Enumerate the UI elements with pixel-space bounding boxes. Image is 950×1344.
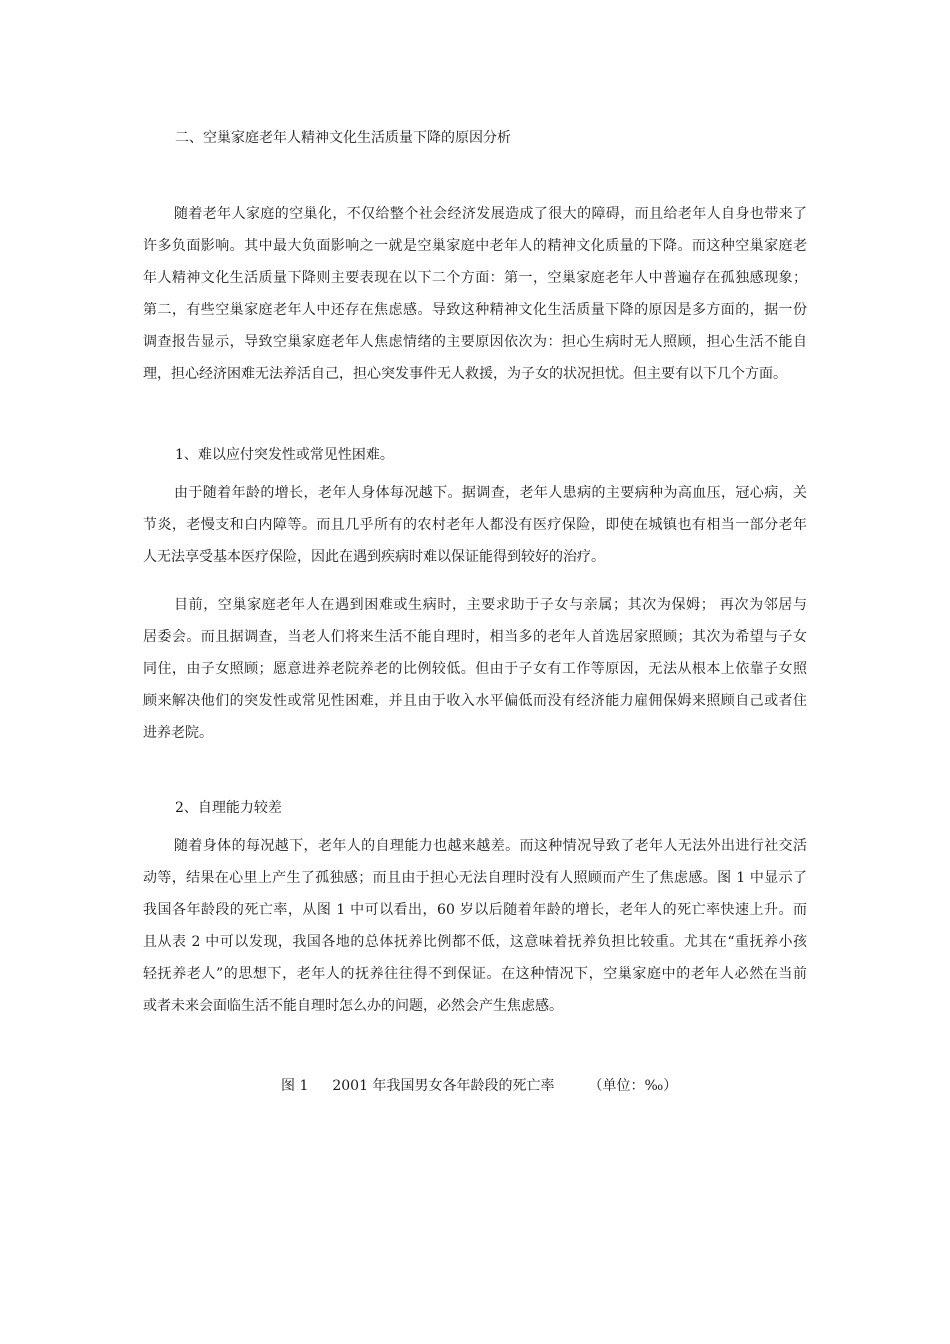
body-line: 我国各年龄段的死亡率，从图 1 中可以看出，60 岁以后随着年龄的增长，老年人的死亡率快速上升。而 bbox=[143, 902, 807, 918]
figure-title: 2001 年我国男女各年龄段的死亡率 bbox=[332, 1078, 555, 1094]
body-line: 且从表 2 中可以发现，我国各地的总体抚养比例都不低，这意味着抚养负担比较重。尤其在“重抚养小孩 bbox=[143, 934, 807, 950]
intro-paragraph bbox=[143, 198, 807, 390]
subsection-2-heading: 2、自理能力较差 bbox=[175, 800, 282, 816]
body-line: 目前，空巢家庭老年人在遇到困难或生病时，主要求助于子女与亲属；其次为保姆； 再次为邻居与 bbox=[174, 597, 807, 613]
body-line: 居委会。而且据调查，当老人们将来生活不能自理时，相当多的老年人首选居家照顾；其次为希望与子女 bbox=[143, 629, 807, 645]
body-line: 同住，由子女照顾；愿意进养老院养老的比例较低。但由于子女有工作等原因，无法从根本上依靠子女照 bbox=[143, 661, 807, 677]
body-line: 由于随着年龄的增长，老年人身体每况越下。据调查，老年人患病的主要病种为高血压，冠心病，关 bbox=[174, 485, 807, 501]
body-line: 节炎，老慢支和白内障等。而且几乎所有的农村老年人都没有医疗保险，即使在城镇也有相当一部分老年 bbox=[143, 517, 807, 533]
body-line: 动等，结果在心里上产生了孤独感；而且由于担心无法自理时没有人照顾而产生了焦虑感。图 1 中显示了 bbox=[143, 870, 807, 886]
body-line: 顾来解决他们的突发性或常见性困难，并且由于收入水平偏低而没有经济能力雇佣保姆来照顾自己或者住 bbox=[143, 693, 807, 709]
subsection-1-heading: 1、难以应付突发性或常见性困难。 bbox=[175, 447, 394, 463]
body-line: 进养老院。 bbox=[143, 725, 213, 741]
body-line: 随着身体的每况越下，老年人的自理能力也越来越差。而这种情况导致了老年人无法外出进行社交活 bbox=[174, 838, 807, 854]
intro-line: 年人精神文化生活质量下降则主要表现在以下二个方面：第一，空巢家庭老年人中普遍存在孤独感现象； bbox=[143, 270, 807, 286]
body-line: 人无法享受基本医疗保险，因此在遇到疾病时难以保证能得到较好的治疗。 bbox=[143, 549, 605, 565]
intro-line: 第二，有些空巢家庭老年人中还存在焦虑感。导致这种精神文化生活质量下降的原因是多方面的，据一份 bbox=[143, 302, 807, 318]
subsection-1-paragraph-2 bbox=[143, 589, 807, 749]
intro-line: 调查报告显示，导致空巢家庭老年人焦虑情绪的主要原因依次为：担心生病时无人照顾，担心生活不能自 bbox=[143, 334, 807, 350]
intro-line: 理，担心经济困难无法养活自己，担心突发事件无人救援，为子女的状况担忧。但主要有以下几个方面。 bbox=[143, 366, 787, 382]
figure-unit: （单位：‰） bbox=[588, 1078, 678, 1094]
body-line: 或者未来会面临生活不能自理时怎么办的问题，必然会产生焦虑感。 bbox=[143, 998, 563, 1014]
section-heading: 二、空巢家庭老年人精神文化生活质量下降的原因分析 bbox=[175, 130, 511, 146]
figure-caption bbox=[281, 1076, 677, 1096]
figure-number: 图 1 bbox=[281, 1078, 309, 1094]
subsection-2-paragraph-1 bbox=[143, 830, 807, 1022]
body-line: 轻抚养老人”的思想下，老年人的抚养往往得不到保证。在这种情况下，空巢家庭中的老年人必然在当前 bbox=[143, 966, 807, 982]
intro-line: 随着老年人家庭的空巢化，不仅给整个社会经济发展造成了很大的障碍，而且给老年人自身也带来了 bbox=[174, 206, 807, 222]
subsection-1-paragraph-1 bbox=[143, 477, 807, 573]
intro-line: 许多负面影响。其中最大负面影响之一就是空巢家庭中老年人的精神文化质量的下降。而这种空巢家庭老 bbox=[143, 238, 807, 254]
